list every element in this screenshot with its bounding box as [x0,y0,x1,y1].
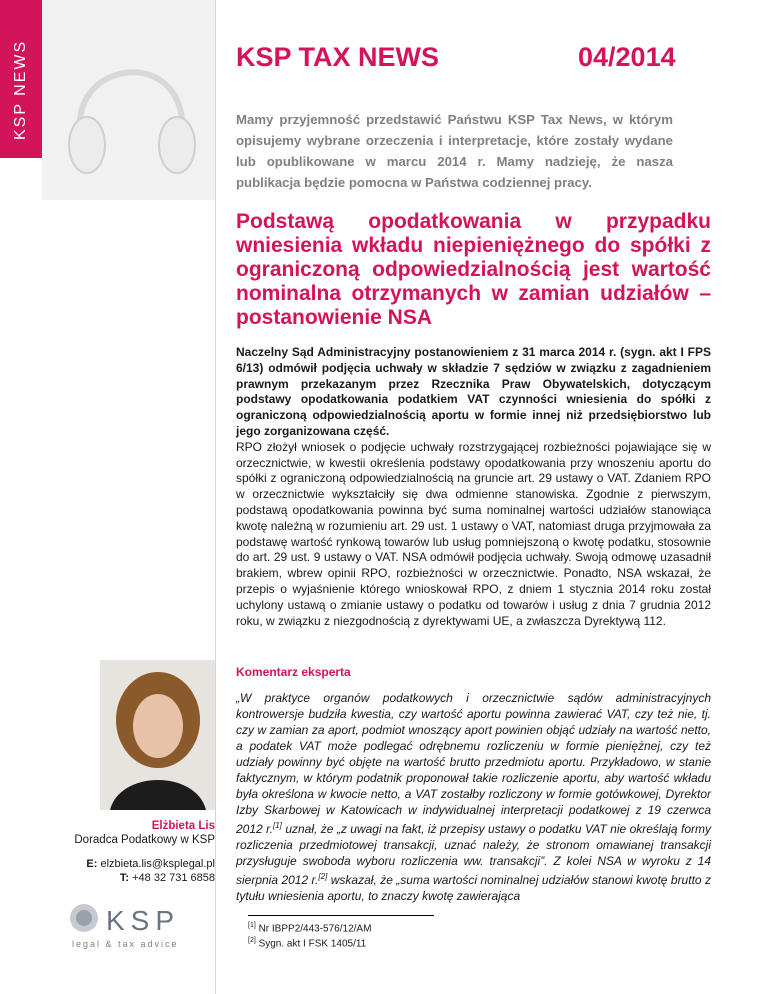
column-divider [215,0,216,994]
article-body [236,345,711,629]
email-value: elzbieta.lis@ksplegal.pl [100,858,215,870]
logo-name: KSP [106,905,181,936]
expert-phone [50,872,215,884]
brand-strip [0,0,42,158]
expert-avatar [100,660,215,810]
phone-value: +48 32 731 6858 [132,872,215,884]
email-label: E: [86,858,98,870]
expert-name: Elżbieta Lis [151,820,215,832]
brand-vertical-label: KSP NEWS [12,39,29,140]
expert-role: Doradca Podatkowy w KSP [74,834,215,846]
expert-email [50,858,215,870]
phone-label: T: [119,872,130,884]
footnotes [248,920,371,951]
intro-paragraph: Mamy przyjemność przedstawić Państwu KSP Tax News, w którym opisujemy wybrane orzeczenia i interpretacje, które zostały wydane lub opublikowane w marcu 2014 r. Mamy nadzieję, że nasza publikacja będzie pomocna w Państwa codziennej pracy. [236,112,673,190]
expert-comment [236,690,711,904]
issue-number: 04/2014 [578,42,676,72]
comment-part-1: „W praktyce organów podatkowych i orzecznictwie sądów administracyjnych kontrowersje budziła kwestia, czy wartość aportu powinna zawierać VAT, czy też nie, tj. czy w zamian za aport, podmiot wnoszący aport powinien objąć udziały na wartość netto, a podatek VAT może podlegać odrębnemu rozliczeniu w formie pieniężnej, czy też udziały powinny być objęte na wartość brutto przedmiotu aportu. Przykładowo, w stanie faktycznym, w którym podatnik proponował takie rozliczenie aportu, aby wartość wkładu była określona w kwocie netto, a VAT zostałby rozliczony w formie gotówkowej, Dyrektor Izby Skarbowej w Katowicach w indywidualnej interpretacji podatkowej z 19 czerwca 2012 r. [236,691,711,836]
article-text: RPO złożył wniosek o podjęcie uchwały rozstrzygającej rozbieżności pojawiające się w orzecznictwie, w kwestii określenia podstawy opodatkowania przy wnoszeniu aportu do spółki z ograniczoną odpowiedzialnością na gruncie art. 29 ustawy o VAT. Zdaniem RPO w orzecznictwie wykształciły się dwa odmienne stanowiska. Zgodnie z pierwszym, podstawą opodatkowania powinna być suma nominalnej wartości udziałów stanowiąca kwotę należną w rozumieniu art. 29 ust. 1 ustawy o VAT, natomiast druga przyjmowała za podstawę wartość rynkową towarów lub usług pomniejszoną o kwotę podatku, stosownie do art. 29 ust. 9 ustawy o VAT. NSA odmówił podjęcia uchwały. Swoją odmowę uzasadnił brakiem, wbrew opinii RPO, rozbieżności w orzecznictwie. Ponadto, NSA wskazał, że przepis o wyjaśnienie którego wnioskował RPO, z dniem 1 stycznia 2014 roku został uchylony ustawą o zmianie ustawy o podatku od towarów i usług z dnia 7 grudnia 2012 roku, w związku z niezgodnością z dyrektywami UE, a zwłaszcza Dyrektywą 112. [236,439,711,628]
ksp-logo-mark [66,900,206,950]
footnote-2: [2] Sygn. akt I FSK 1405/11 [248,937,367,950]
comment-part-2: uznał, że „z uwagi na fakt, iż przepisy ustawy o podatku VAT nie określają formy rozliczenia przedmiotowej transakcji, uznać należy, że stronom omawianej transakcji przysługuje swoboda wyboru rozliczenia ww. transakcji”. Z kolei NSA w wyroku z 14 sierpnia 2012 r. [236,822,711,887]
logo-tagline: legal & tax advice [72,939,179,949]
footnote-divider [248,915,434,916]
footnote-ref-2: [2] [318,872,328,881]
ksp-logo [66,900,206,950]
comment-label: Komentarz eksperta [236,665,351,679]
article-lead: Naczelny Sąd Administracyjny postanowieniem z 31 marca 2014 r. (sygn. akt I FPS 6/13) odmówił podjęcia uchwały w składzie 7 sędziów w związku z zagadnieniem prawnym przekazanym przez Rzecznika Praw Obywatelskich, dotyczącym podstawy opodatkowania podatkiem VAT czynności wniesienia do spółki z ograniczoną odpowiedzialnością aportu w formie innej niż przedsiębiorstwo lub jego zorganizowana część. [236,345,711,438]
article-headline: Podstawą opodatkowania w przypadku wniesienia wkładu niepieniężnego do spółki z ograniczoną odpowiedzialnością jest wartość nominalna otrzymanych w zamian udziałów – postanowienie NSA [236,210,711,329]
newsletter-title: KSP TAX NEWS [236,42,440,72]
comment-part-3: wskazał, że „suma wartości nominalnej udziałów stanowi kwotę brutto z tytułu wniesienia aportu, to znaczy kwotę zawierająca [236,873,711,903]
footnote-ref-1: [1] [273,821,282,830]
footnote-1: [1] Nr IBPP2/443-576/12/AM [248,922,372,935]
headphones-image [42,0,215,200]
